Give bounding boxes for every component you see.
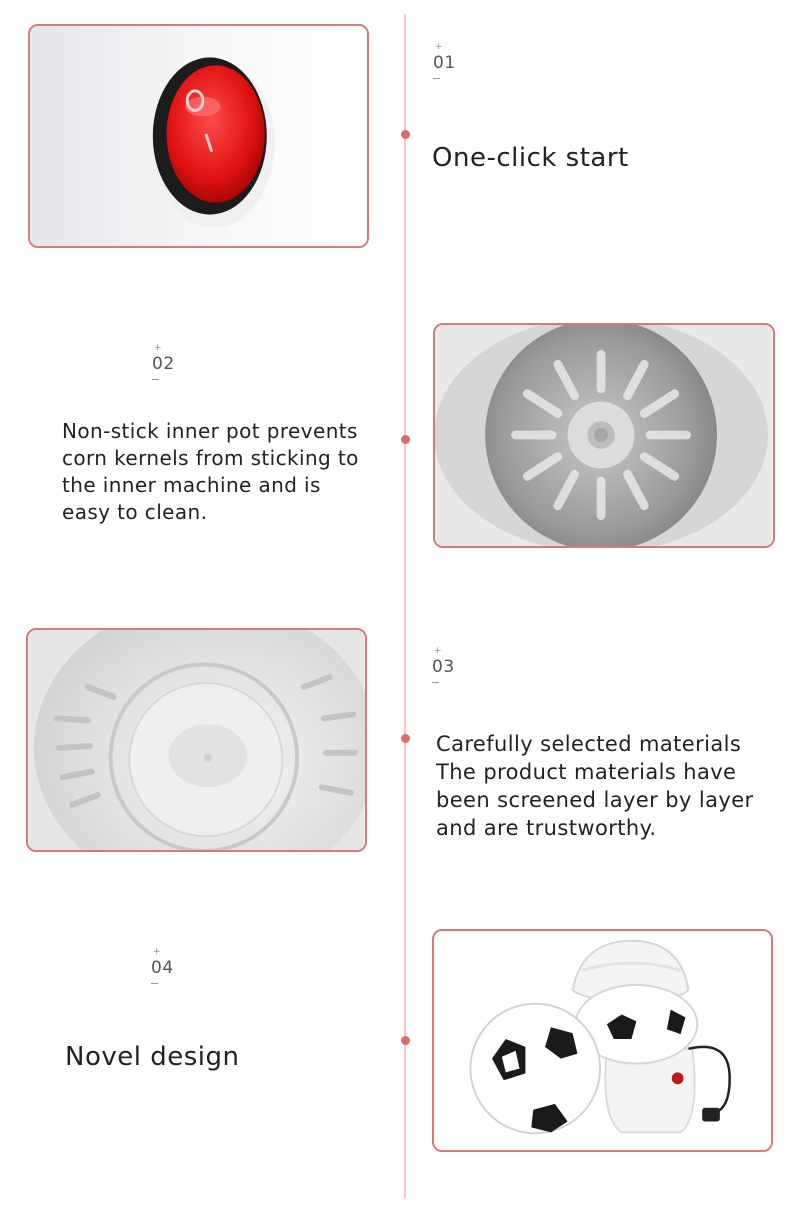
transparent-lid-illustration <box>28 630 365 850</box>
feature-title-novel-design: Novel design <box>65 1042 240 1072</box>
power-switch-illustration <box>30 26 367 246</box>
timeline-dot-4 <box>401 1036 410 1045</box>
inner-pot-illustration <box>435 325 773 546</box>
transparent-lid-image <box>26 628 367 852</box>
timeline-dot-1 <box>401 130 410 139</box>
timeline-dot-3 <box>401 734 410 743</box>
football-popcorn-maker-image <box>432 929 773 1152</box>
feature-number-04: + 04 <box>151 947 174 984</box>
power-switch-image <box>28 24 369 248</box>
football-popcorn-maker-illustration <box>434 931 771 1150</box>
inner-pot-image <box>433 323 775 548</box>
timeline-line <box>404 14 406 1199</box>
feature-desc-materials: Carefully selected materials The product materials have been screened layer by layer and are trustworthy. <box>436 732 754 840</box>
feature-number-02: + 02 <box>152 343 175 380</box>
feature-number-03: + 03 <box>432 646 455 683</box>
feature-title-one-click-start: One-click start <box>432 143 629 173</box>
feature-desc-non-stick: Non-stick inner pot prevents corn kernels from sticking to the inner machine and is easy to clean. <box>62 419 359 524</box>
timeline-dot-2 <box>401 435 410 444</box>
feature-number-01: + 01 <box>433 42 456 79</box>
